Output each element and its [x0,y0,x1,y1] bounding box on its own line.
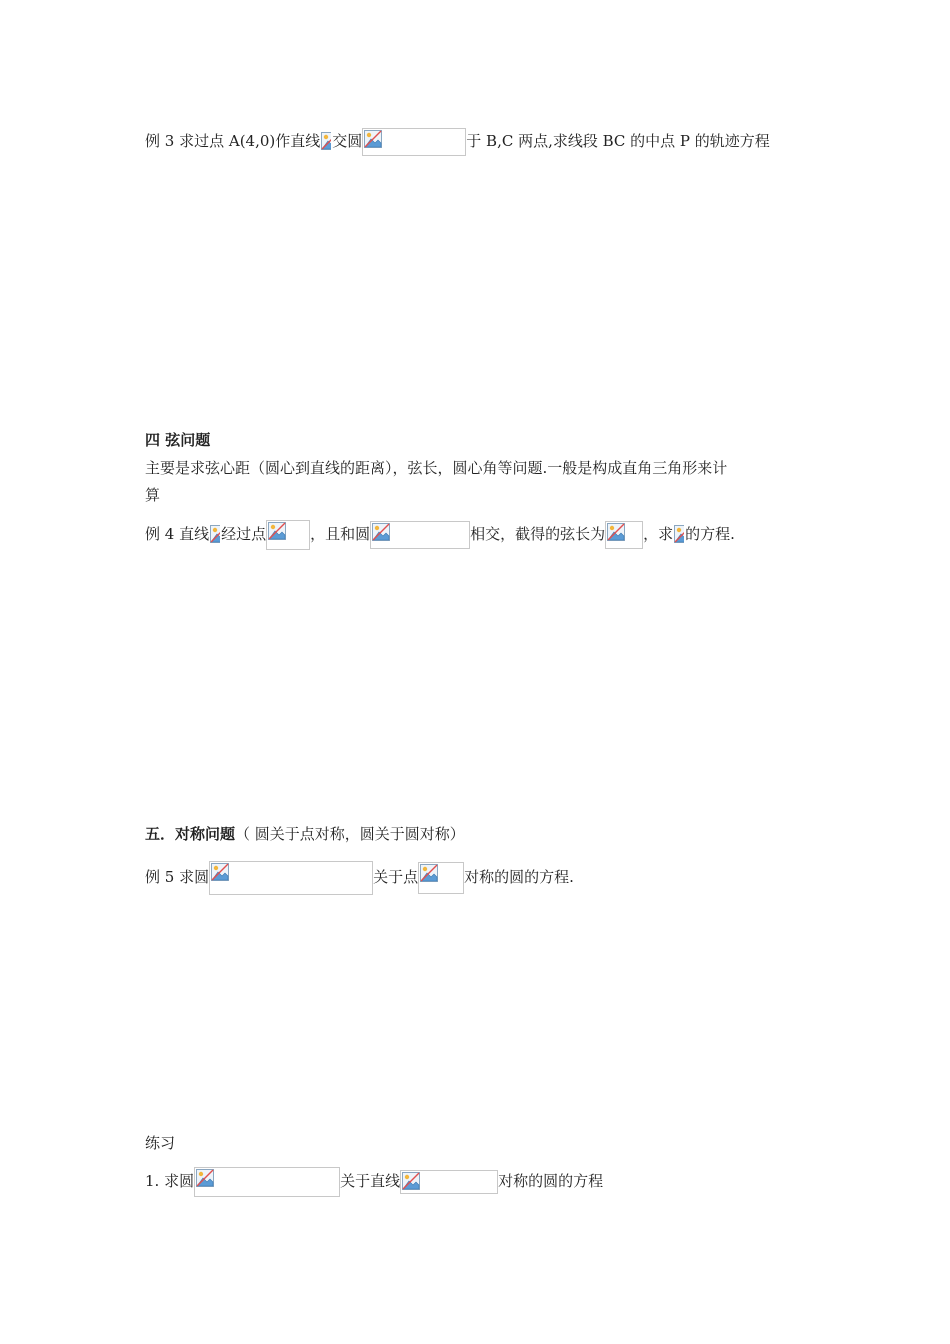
section-4-desc-line-2: 算 [145,486,161,504]
broken-image-icon [194,1167,340,1197]
practice-item-1-number: 1. [145,1172,165,1190]
broken-image-icon [418,862,464,894]
example-5-text-1: 求圆 [179,868,210,886]
example-4-text-2: 经过点 [221,525,267,543]
example-5-text-2: 关于点 [373,868,419,886]
example-4-text-5: ，求 [643,525,674,543]
practice-title: 练习 [145,1134,176,1152]
example-4-text-3: ，且和圆 [310,525,371,543]
example-4-text-4: 相交，截得的弦长为 [470,525,606,543]
broken-image-icon [370,521,470,549]
practice-item-1-text-2: 关于直线 [340,1172,401,1190]
example-4-text-1: 直线 [179,525,210,543]
example-3-text-2: 交圆 [332,132,363,150]
example-4-text-6: 的方程. [685,525,735,543]
broken-image-icon [266,520,310,550]
broken-image-icon [209,524,221,546]
section-5-title: 五．对称问题 [145,825,236,843]
section-5-heading [145,824,465,844]
broken-image-icon [400,1170,498,1194]
example-3-text-1: 求过点 A(4,0)作直线 [179,132,321,150]
section-5-note: （ 圆关于点对称，圆关于圆对称） [235,825,465,843]
example-4-label: 例 4 [145,525,180,543]
broken-image-icon [209,861,373,895]
example-5 [145,861,574,895]
practice-item-1-text-3: 对称的圆的方程 [498,1172,604,1190]
practice-item-1-text-1: 求圆 [164,1172,195,1190]
section-4-desc-line-1: 主要是求弦心距（圆心到直线的距离），弦长，圆心角等问题.一般是构成直角三角形来计 [145,459,728,477]
example-5-text-3: 对称的圆的方程. [464,868,574,886]
example-3-text-3: 于 B,C 两点,求线段 BC 的中点 P 的轨迹方程 [466,132,770,150]
practice-item-1 [145,1167,603,1197]
example-3 [145,128,770,156]
broken-image-icon [673,524,685,546]
section-4-title: 四 弦问题 [145,431,211,449]
broken-image-icon [320,131,332,153]
broken-image-icon [605,521,643,549]
example-5-label: 例 5 [145,868,180,886]
broken-image-icon [362,128,466,156]
example-3-label: 例 3 [145,132,180,150]
example-4 [145,520,735,550]
